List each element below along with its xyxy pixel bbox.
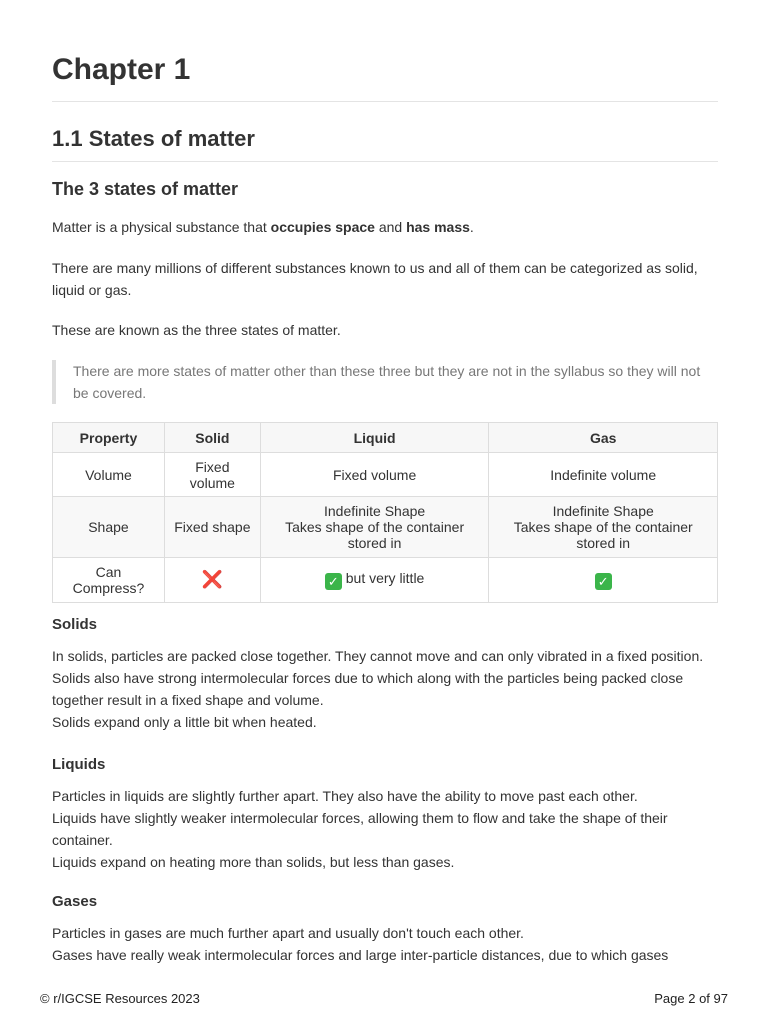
cell-liquid bbox=[260, 558, 489, 603]
cross-mark-icon: ❌ bbox=[201, 570, 223, 589]
substances-paragraph: There are many millions of different substances known to us and all of them can be categorized as solid, liquid or gas. bbox=[52, 260, 698, 298]
table-row bbox=[53, 558, 718, 603]
gases-section bbox=[52, 892, 718, 966]
liquids-heading: Liquids bbox=[52, 756, 106, 773]
gases-paragraph bbox=[52, 922, 718, 966]
syllabus-note: There are more states of matter other than these three but they are not in the syllabus so they will not be covered. bbox=[52, 360, 718, 404]
intro-bold-space: occupies space bbox=[270, 219, 375, 235]
cell-liquid: Fixed volume bbox=[260, 453, 489, 497]
liquids-paragraph bbox=[52, 785, 718, 873]
header-liquid: Liquid bbox=[260, 423, 489, 453]
chapter-title: Chapter 1 bbox=[52, 0, 718, 102]
cell-solid bbox=[164, 558, 260, 603]
section-title: 1.1 States of matter bbox=[52, 126, 718, 162]
table-row bbox=[53, 497, 718, 558]
cell-gas: Indefinite volume bbox=[489, 453, 718, 497]
solids-text: Solids expand only a little bit when heated. bbox=[52, 714, 317, 730]
gases-text: Gases have really weak intermolecular forces and large inter-particle distances, due to which gases bbox=[52, 947, 669, 963]
cell-gas bbox=[489, 497, 718, 558]
gases-text: Particles in gases are much further apart and usually don't touch each other. bbox=[52, 925, 524, 941]
cell-solid: Fixed shape bbox=[164, 497, 260, 558]
footer-copyright: © r/IGCSE Resources 2023 bbox=[40, 991, 200, 1006]
cell-solid: Fixed volume bbox=[164, 453, 260, 497]
liquids-text: Liquids have slightly weaker intermolecular forces, allowing them to flow and take the shape of their container. bbox=[52, 810, 668, 848]
check-mark-icon: ✓ bbox=[595, 573, 612, 590]
cell-property: Shape bbox=[53, 497, 165, 558]
cell-property: Can Compress? bbox=[53, 558, 165, 603]
table-row bbox=[53, 453, 718, 497]
liquid-compress-text: but very little bbox=[341, 570, 425, 586]
three-states-paragraph: These are known as the three states of matter. bbox=[52, 322, 341, 338]
check-mark-icon: ✓ bbox=[325, 573, 342, 590]
gases-heading: Gases bbox=[52, 893, 98, 910]
states-table bbox=[52, 422, 718, 603]
liquid-shape-line1: Indefinite Shape bbox=[324, 503, 426, 519]
header-property: Property bbox=[53, 423, 165, 453]
footer-page-number: Page 2 of 97 bbox=[654, 991, 728, 1006]
solids-heading: Solids bbox=[52, 616, 98, 633]
cell-property: Volume bbox=[53, 453, 165, 497]
table-header-row bbox=[53, 423, 718, 453]
solids-paragraph bbox=[52, 645, 718, 733]
liquids-text: Particles in liquids are slightly further apart. They also have the ability to move past each other. bbox=[52, 788, 638, 804]
intro-text: . bbox=[469, 219, 474, 235]
gas-shape-line2: Takes shape of the container stored in bbox=[513, 519, 693, 551]
subsection-title: The 3 states of matter bbox=[52, 179, 239, 199]
header-solid: Solid bbox=[164, 423, 260, 453]
gas-shape-line1: Indefinite Shape bbox=[552, 503, 654, 519]
solids-text: Solids also have strong intermolecular forces due to which along with the particles being packed close together result in a fixed shape and volume. bbox=[52, 670, 684, 708]
solids-section bbox=[52, 615, 718, 733]
header-gas: Gas bbox=[489, 423, 718, 453]
liquid-shape-line2: Takes shape of the container stored in bbox=[285, 519, 465, 551]
intro-text: and bbox=[374, 219, 407, 235]
liquids-text: Liquids expand on heating more than solids, but less than gases. bbox=[52, 854, 455, 870]
cell-liquid bbox=[260, 497, 489, 558]
intro-text: Matter is a physical substance that bbox=[52, 219, 271, 235]
page-content bbox=[52, 0, 718, 984]
cell-gas bbox=[489, 558, 718, 603]
liquids-section bbox=[52, 755, 718, 873]
intro-bold-mass: has mass bbox=[406, 219, 470, 235]
solids-text: In solids, particles are packed close together. They cannot move and can only vibrated in a fixed position. bbox=[52, 648, 704, 664]
intro-paragraph bbox=[52, 216, 718, 238]
